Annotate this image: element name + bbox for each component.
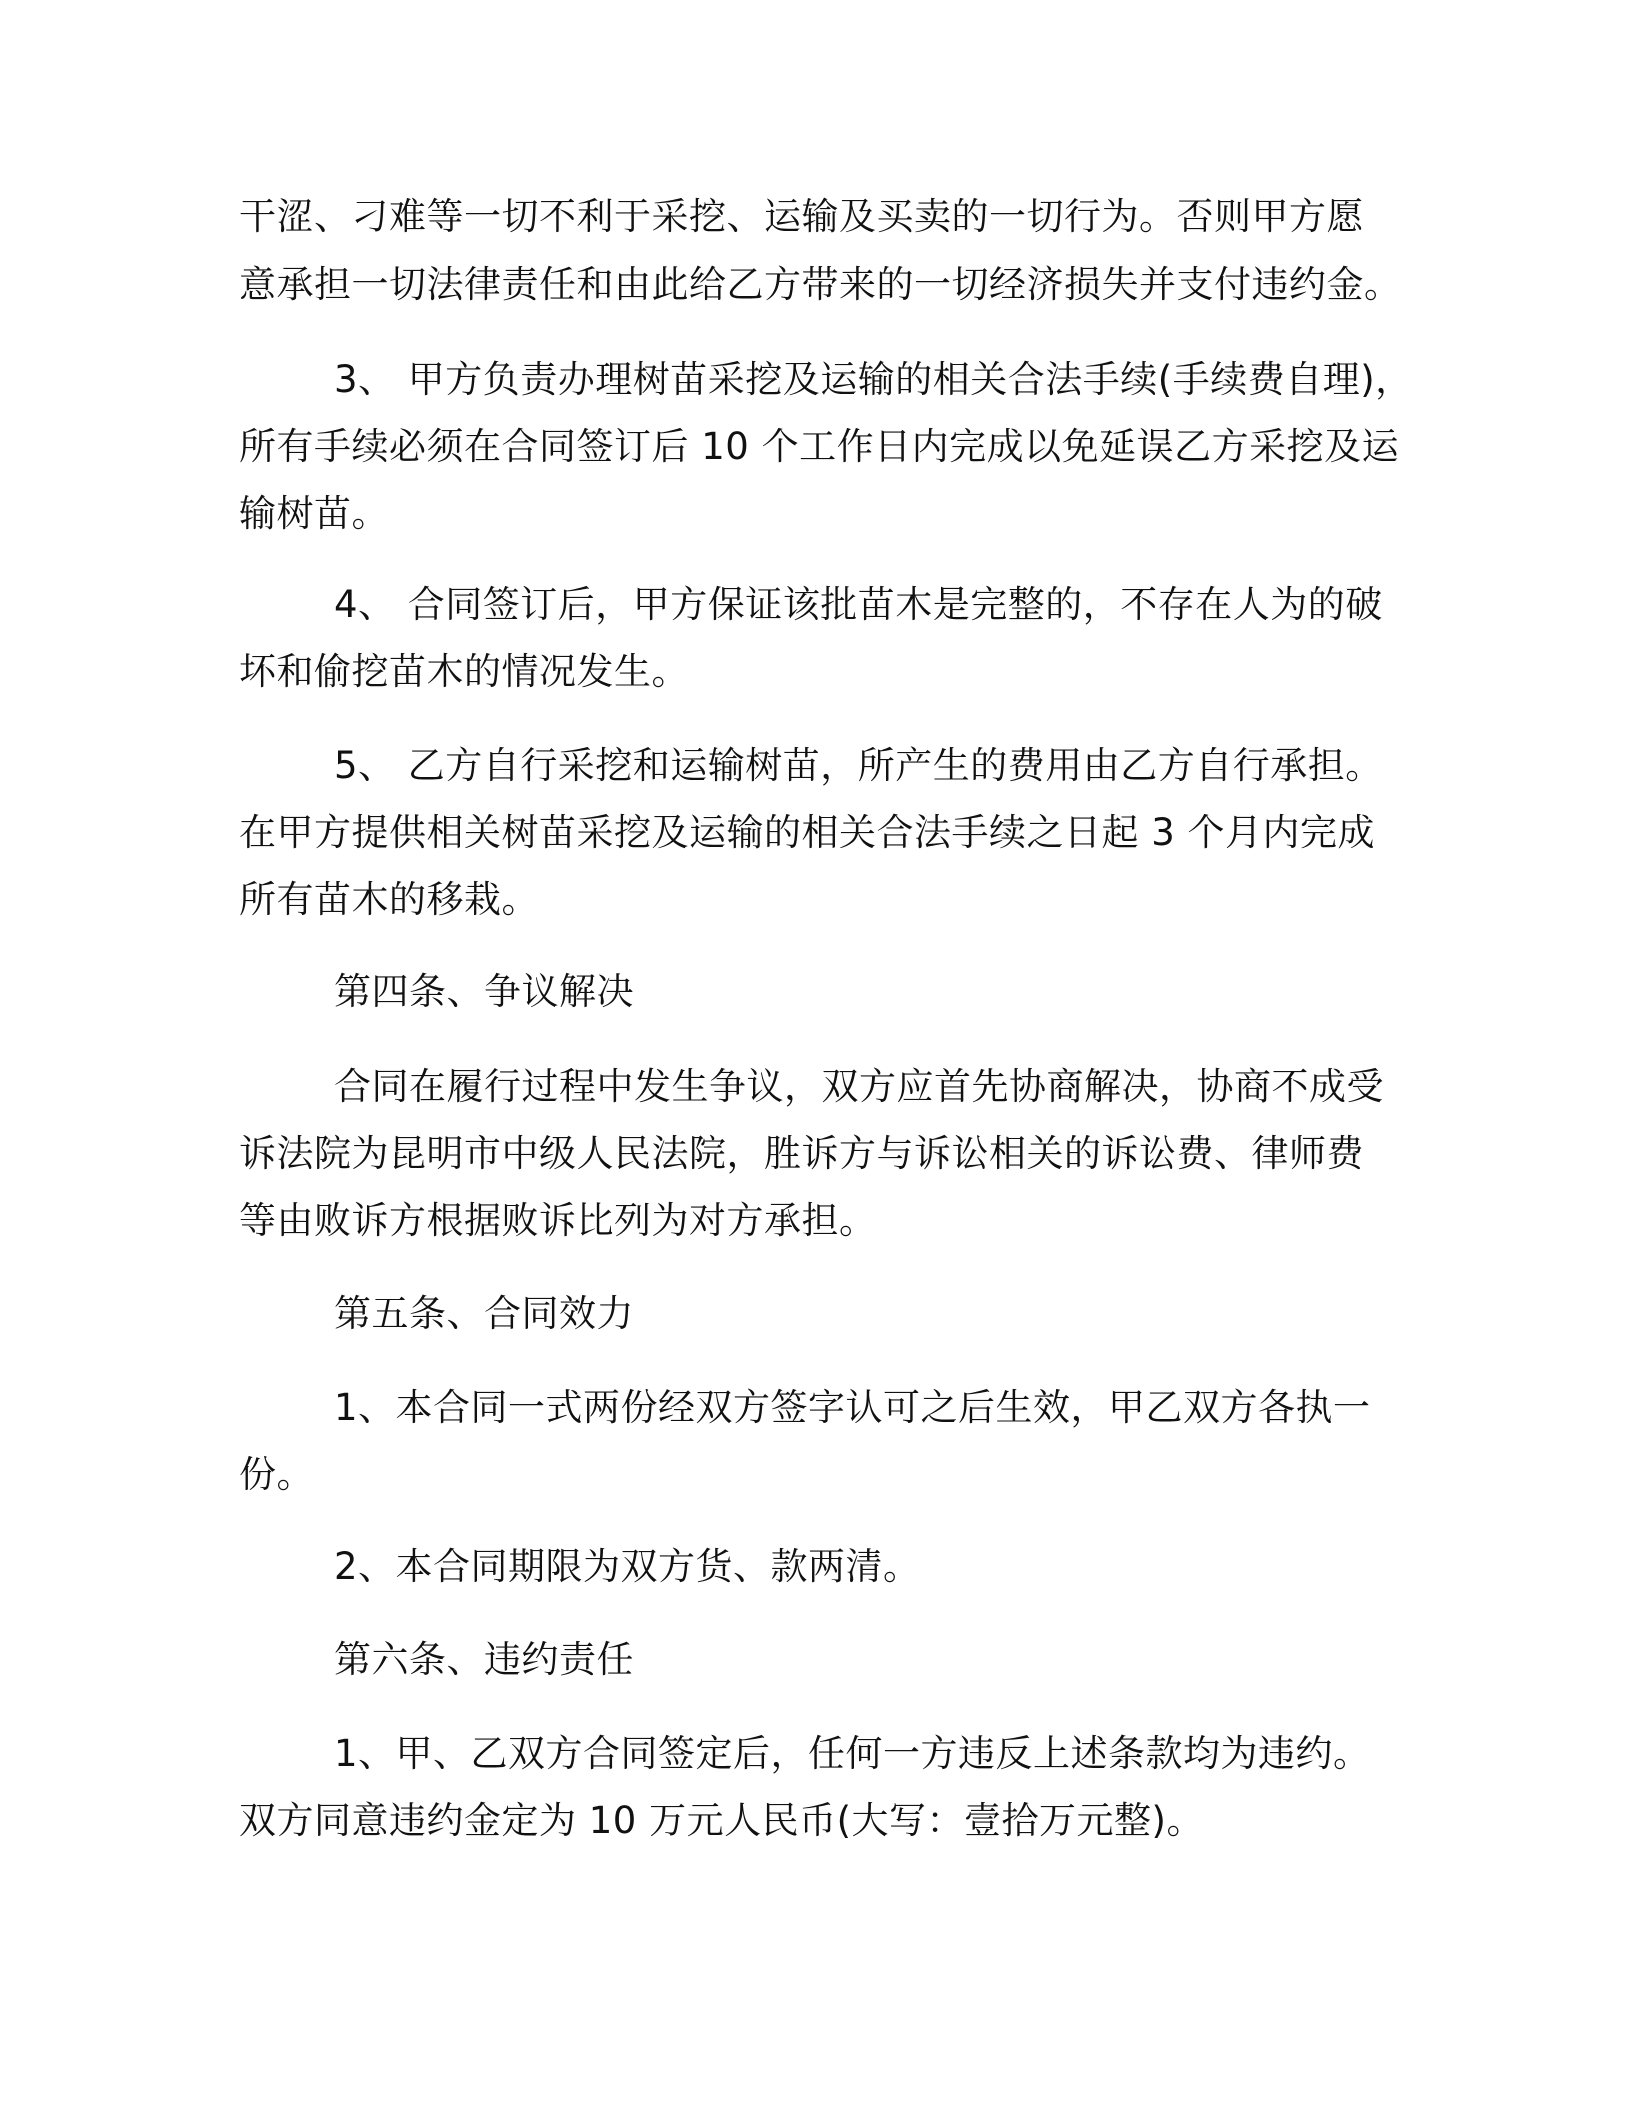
text-line: 意承担一切法律责任和由此给乙方带来的一切经济损失并支付违约金。 [239, 263, 1402, 306]
clause-4-line: 4、 合同签订后，甲方保证该批苗木是完整的，不存在人为的破 [334, 583, 1383, 626]
section-heading: 第五条、合同效力 [334, 1292, 634, 1335]
text-line: 等由败诉方根据败诉比列为对方承担。 [239, 1199, 877, 1242]
text-line: 输树苗。 [239, 492, 389, 535]
clause-line: 2、本合同期限为双方货、款两清。 [334, 1545, 921, 1588]
text-line: 份。 [239, 1453, 314, 1496]
section-heading: 第六条、违约责任 [334, 1638, 634, 1681]
clause-line: 1、本合同一式两份经双方签字认可之后生效，甲乙双方各执一 [334, 1386, 1371, 1429]
paragraph-line: 合同在履行过程中发生争议，双方应首先协商解决，协商不成受 [334, 1065, 1384, 1108]
text-line: 干涩、刁难等一切不利于采挖、运输及买卖的一切行为。否则甲方愿 [239, 195, 1364, 238]
clause-3-line: 3、 甲方负责办理树苗采挖及运输的相关合法手续(手续费自理)， [334, 358, 1413, 401]
text-line: 在甲方提供相关树苗采挖及运输的相关合法手续之日起 3 个月内完成 [239, 811, 1376, 854]
text-line: 所有手续必须在合同签订后 10 个工作日内完成以免延误乙方采挖及运 [239, 425, 1400, 468]
text-line: 双方同意违约金定为 10 万元人民币(大写：壹拾万元整)。 [239, 1799, 1204, 1842]
text-line: 诉法院为昆明市中级人民法院，胜诉方与诉讼相关的诉讼费、律师费 [239, 1132, 1364, 1175]
clause-5-line: 5、 乙方自行采挖和运输树苗，所产生的费用由乙方自行承担。 [334, 744, 1383, 787]
clause-line: 1、甲、乙双方合同签定后，任何一方违反上述条款均为违约。 [334, 1732, 1371, 1775]
text-line: 所有苗木的移栽。 [239, 878, 539, 921]
section-heading: 第四条、争议解决 [334, 970, 634, 1013]
text-line: 坏和偷挖苗木的情况发生。 [239, 650, 689, 693]
